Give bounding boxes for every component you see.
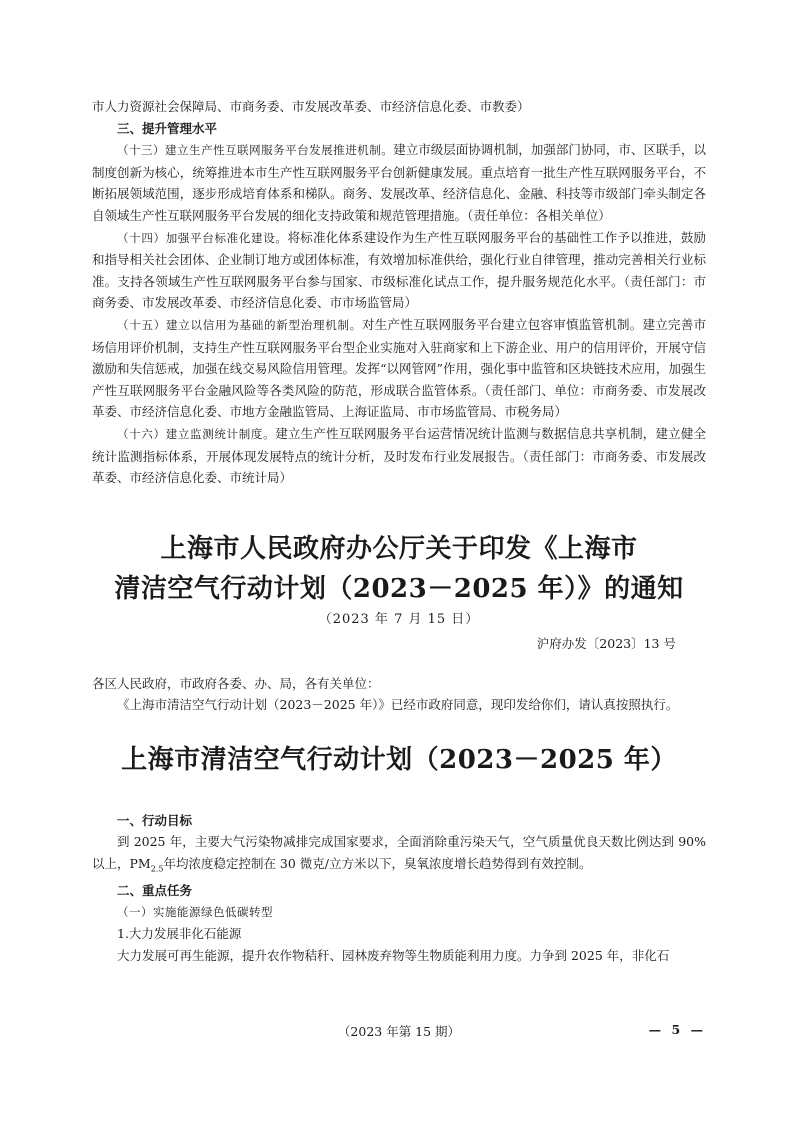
section-heading-goals: 一、行动目标 <box>117 812 193 828</box>
document-page <box>92 96 706 967</box>
issue-number: （2023 年第 15 期） <box>337 1024 461 1039</box>
paragraph-13 <box>92 139 706 226</box>
paragraph-14-body: 将标准化体系建设作为生产性互联网服务平台的基础性工作予以推进，鼓励和指导相关社会团体、企业制订地方或团体标准，有效增加标准供给，强化行业自律管理，推动完善相关行业标准。支持各领域生产性互联网服务平台参与国家、市级标准化试点工作，提升服务规范化水平。（责任部门：市商务委、市发展改革委、市经济信息化委、市市场监管局） <box>92 229 706 311</box>
paragraph-14-lead: （十四）加强平台标准化建设。 <box>117 230 288 245</box>
notice-title-line-2: 清洁空气行动计划（2023－2025 年）》的通知 <box>114 573 684 604</box>
item-heading-non-fossil: 1.大力发展非化石能源 <box>117 926 242 942</box>
goals-text-a: 到 2025 年，主要大气污染物减排完成国家要求，全面消除重污染天气，空气质量优良天数比例达到 90%以上，PM <box>92 834 706 872</box>
goals-paragraph <box>92 831 706 880</box>
section-heading-improve-management: 三、提升管理水平 <box>117 120 218 136</box>
page-footer <box>92 1022 706 1044</box>
section-heading-key-tasks: 二、重点任务 <box>117 883 193 899</box>
paragraph-15-lead: （十五）建立以信用为基础的新型治理机制。 <box>117 317 362 332</box>
paragraph-16 <box>92 423 706 489</box>
paragraph-13-lead: （十三）建立生产性互联网服务平台发展推进机制。 <box>117 143 394 158</box>
paragraph-13-body: 建立市级层面协调机制，加强部门协同，市、区联手，以制度创新为核心，统筹推进本市生产性互联网服务平台创新健康发展。重点培育一批生产性互联网服务平台，不断拓展领域范围，逐步形成培育体系和梯队。商务、发展改革、经济信息化、金融、科技等市级部门牵头制定各自领域生产性互联网服务平台发展的细化支持政策和规范管理措施。（责任单位：各相关单位） <box>92 142 706 223</box>
paragraph-16-body: 建立生产性互联网服务平台运营情况统计监测与数据信息共享机制，建立健全统计监测指标体系，开展体现发展特点的统计分析，及时发布行业发展报告。（责任部门：市商务委、市发展改革委、市经济信息化委、市统计局） <box>92 425 706 486</box>
goals-text-b: 年均浓度稳定控制在 30 微克/立方米以下，臭氧浓度增长趋势得到有效控制。 <box>163 856 592 872</box>
notice-date: （2023 年 7 月 15 日） <box>318 611 480 627</box>
pm-subscript: 2.5 <box>150 864 164 874</box>
paragraph-14 <box>92 227 706 314</box>
page-number: — 5 — <box>648 1022 706 1037</box>
notice-body: 《上海市清洁空气行动计划（2023－2025 年）》已经市政府同意，现印发给你们，请认真按照执行。 <box>117 697 679 713</box>
notice-addressee: 各区人民政府，市政府各委、办、局，各有关单位： <box>92 675 380 691</box>
continued-text-line: 市人力资源社会保障局、市商务委、市发展改革委、市经济信息化委、市教委） <box>92 99 530 114</box>
paragraph-16-lead: （十六）建立监测统计制度。 <box>117 426 276 441</box>
notice-title-line-1: 上海市人民政府办公厅关于印发《上海市 <box>160 533 638 564</box>
document-number: 沪府办发〔2023〕13 号 <box>536 635 676 651</box>
item-body-non-fossil: 大力发展可再生能源，提升农作物秸秆、园林废弃物等生物质能利用力度。力争到 2025 年，非化石 <box>117 947 670 963</box>
paragraph-15 <box>92 314 706 423</box>
subsection-heading-energy: （一）实施能源绿色低碳转型 <box>117 904 273 919</box>
paragraph-15-body: 对生产性互联网服务平台建立包容审慎监管机制。建立完善市场信用评价机制，支持生产性互联网服务平台型企业实施对入驻商家和上下游企业、用户的信用评价，开展守信激励和失信惩戒，加强在线交易风险信用管理。发挥“以网管网”作用，强化事中监管和区块链技术应用，加强生产性互联网服务平台金融风险等各类风险的防范，形成联合监管体系。（责任部门、单位：市商务委、市发展改革委、市经济信息化委、市地方金融监管局、上海证监局、市市场监管局、市税务局） <box>92 316 706 420</box>
plan-title: 上海市清洁空气行动计划（2023－2025 年） <box>121 744 677 775</box>
notice-title <box>92 529 706 609</box>
